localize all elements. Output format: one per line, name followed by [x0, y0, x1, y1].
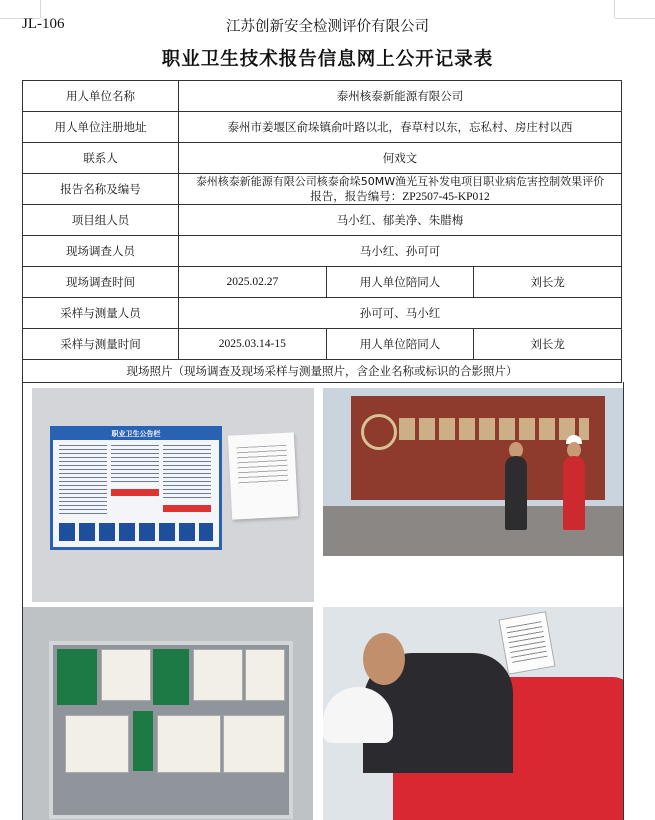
photo-notice-board [32, 388, 314, 602]
equipment-box [133, 711, 153, 771]
sampling-staff-value: 孙可可、马小红 [179, 298, 622, 329]
person-left [505, 456, 527, 530]
survey-companion-label: 用人单位陪同人 [326, 267, 474, 298]
photos-section [22, 382, 624, 820]
board-text-column [163, 445, 211, 501]
report-number: ZP2507-45-KP012 [402, 190, 490, 203]
sampling-companion-value: 刘长龙 [474, 329, 622, 360]
sampling-time-label: 采样与测量时间 [23, 329, 179, 360]
row-survey-time [23, 267, 622, 298]
worker-face [363, 633, 405, 685]
survey-staff-label: 现场调查人员 [23, 236, 179, 267]
equipment-box [65, 715, 129, 773]
equipment-box [193, 649, 243, 701]
survey-staff-value: 马小红、孙可可 [179, 236, 622, 267]
row-survey-staff [23, 236, 622, 267]
board-sign-icons [59, 523, 213, 541]
company-sign-lettering [399, 418, 589, 440]
row-employer [23, 81, 622, 112]
report-name-line2 [181, 189, 619, 204]
board-warning-strip [111, 489, 159, 496]
sampling-companion-label: 用人单位陪同人 [326, 329, 474, 360]
row-sampling-staff [23, 298, 622, 329]
photo-field-measurement [323, 607, 623, 820]
address-label: 用人单位注册地址 [23, 112, 179, 143]
row-photos-caption [23, 360, 622, 383]
equipment-box [245, 649, 285, 701]
report-value [179, 174, 622, 205]
employer-label: 用人单位名称 [23, 81, 179, 112]
clipboard-form [499, 611, 556, 674]
person-right [563, 456, 585, 530]
row-team [23, 205, 622, 236]
sampling-staff-label: 采样与测量人员 [23, 298, 179, 329]
photos-caption: 现场照片（现场调查及现场采样与测量照片，含企业名称或标识的合影照片） [23, 360, 622, 383]
board-warning-strip [163, 505, 211, 512]
address-value: 泰州市姜堰区俞垛镇俞叶路以北，春草村以东，忘私村、房庄村以西 [179, 112, 622, 143]
row-sampling-time [23, 329, 622, 360]
company-logo [361, 414, 397, 450]
sampling-time-value: 2025.03.14-15 [179, 329, 327, 360]
page-title: 职业卫生技术报告信息网上公开记录表 [161, 49, 494, 70]
equipment-case [49, 641, 293, 819]
notice-board [50, 426, 222, 550]
team-value: 马小红、郁美净、朱腊梅 [179, 205, 622, 236]
row-contact [23, 143, 622, 174]
notice-board-heading: 职业卫生公告栏 [53, 429, 219, 440]
contact-label: 联系人 [23, 143, 179, 174]
equipment-box [153, 649, 189, 705]
employer-value: 泰州核泰新能源有限公司 [179, 81, 622, 112]
team-label: 项目组人员 [23, 205, 179, 236]
survey-time-label: 现场调查时间 [23, 267, 179, 298]
row-address [23, 112, 622, 143]
report-name-line2-prefix: 报告，报告编号： [310, 188, 403, 203]
contact-value: 何戏文 [179, 143, 622, 174]
equipment-box [157, 715, 221, 773]
board-text-column [59, 445, 107, 515]
photo-company-sign [323, 388, 623, 556]
posted-paper [228, 432, 298, 519]
report-label: 报告名称及编号 [23, 174, 179, 205]
equipment-box [223, 715, 285, 773]
row-report [23, 174, 622, 205]
equipment-box [57, 649, 97, 705]
photo-sampling-kit [23, 607, 313, 820]
equipment-box [101, 649, 151, 701]
board-text-column [111, 445, 159, 485]
record-table [22, 80, 622, 383]
survey-time-value: 2025.02.27 [179, 267, 327, 298]
survey-companion-value: 刘长龙 [474, 267, 622, 298]
document-code: JL-106 [22, 16, 65, 32]
report-name-line1: 泰州核泰新能源有限公司核泰俞垛50MW渔光互补发电项目职业病危害控制效果评价 [195, 174, 605, 188]
company-name: 江苏创新安全检测评价有限公司 [226, 19, 429, 35]
